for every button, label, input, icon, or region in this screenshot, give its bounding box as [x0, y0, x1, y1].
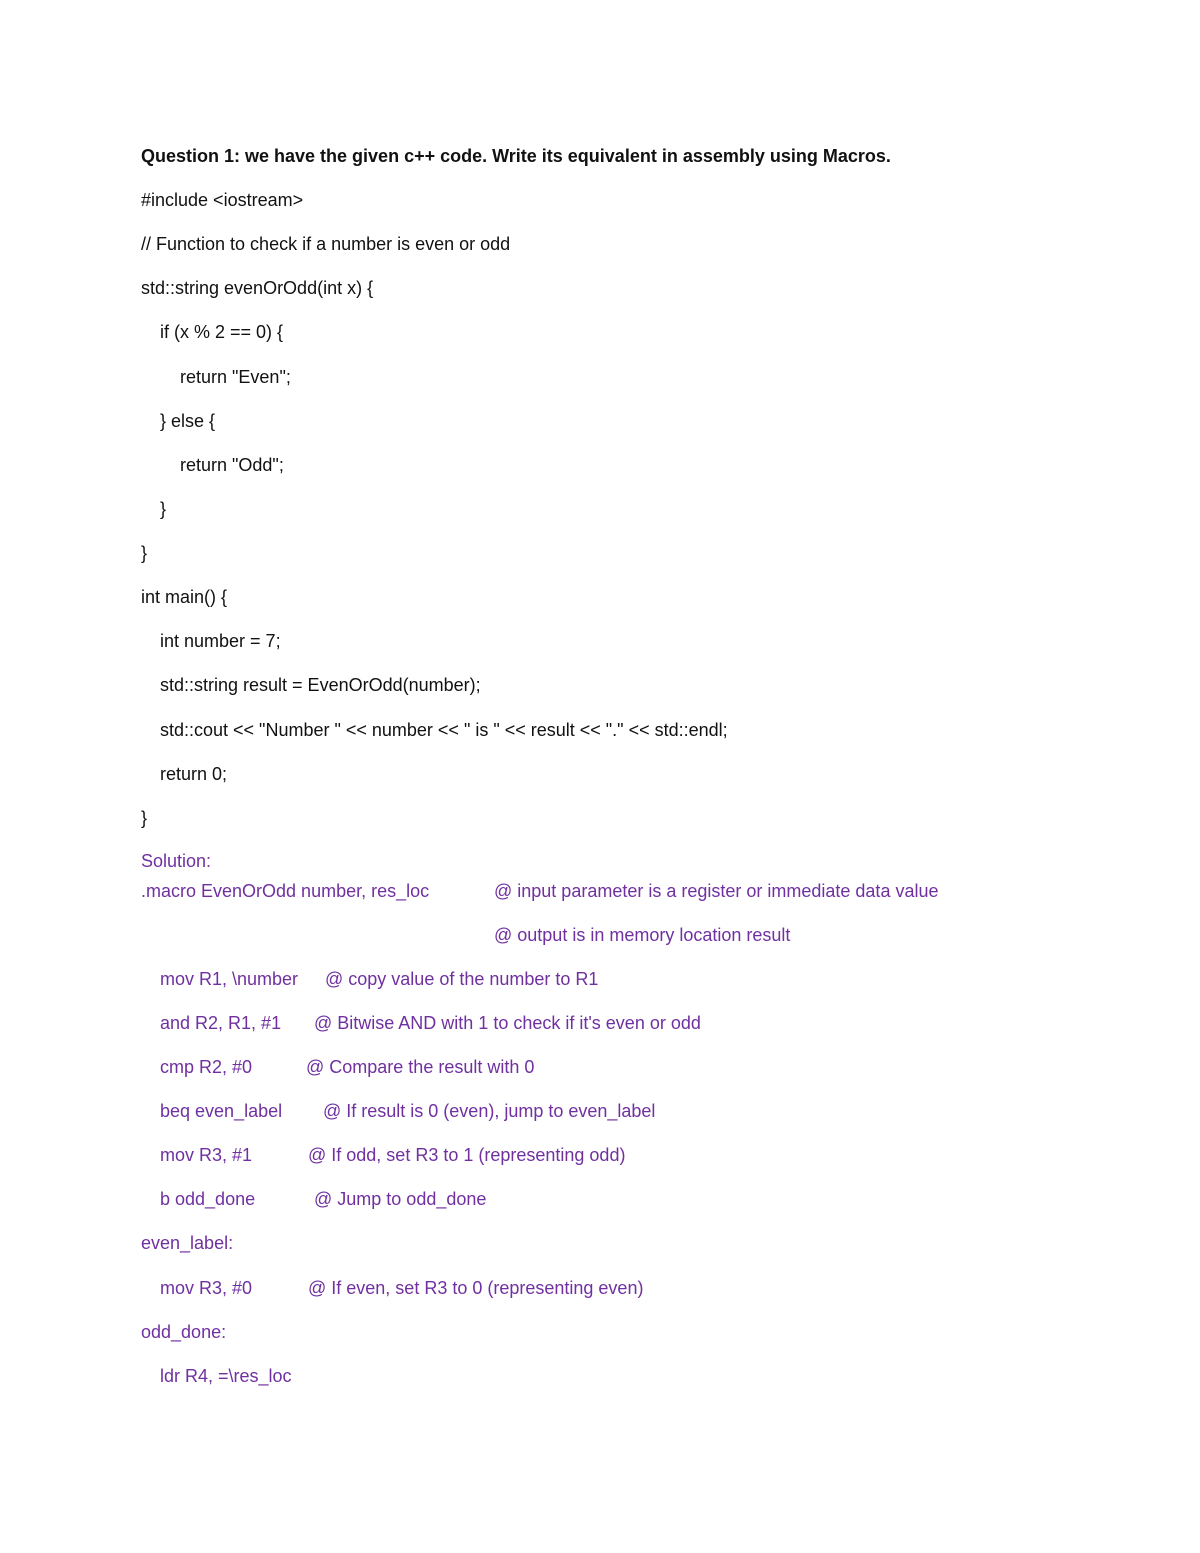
asm-and-comment: @ Bitwise AND with 1 to check if it's even or odd [314, 1013, 701, 1033]
code-line-return-zero: return 0; [160, 764, 228, 784]
code-line-close-function: } [141, 543, 148, 563]
asm-ldr-code: ldr R4, =\res_loc [160, 1366, 292, 1386]
asm-even-label: even_label: [141, 1233, 234, 1253]
asm-beq-comment: @ If result is 0 (even), jump to even_label [323, 1101, 656, 1121]
asm-mov-r3-even-comment: @ If even, set R3 to 0 (representing even) [308, 1278, 644, 1298]
code-line-return-even: return "Even"; [180, 367, 291, 387]
code-line-return-odd: return "Odd"; [180, 455, 284, 475]
code-line-result-declaration: std::string result = EvenOrOdd(number); [160, 675, 481, 695]
question-title: Question 1: we have the given c++ code. Write its equivalent in assembly using Macros. [141, 146, 891, 166]
asm-mov-r3-odd-comment: @ If odd, set R3 to 1 (representing odd) [308, 1145, 626, 1165]
code-line-if: if (x % 2 == 0) { [160, 322, 284, 342]
code-line-include: #include <iostream> [141, 190, 304, 210]
code-line-main: int main() { [141, 587, 228, 607]
code-line-close-if: } [160, 499, 167, 519]
code-line-function-signature: std::string evenOrOdd(int x) { [141, 278, 374, 298]
asm-odd-done-label: odd_done: [141, 1322, 227, 1342]
asm-cmp-code: cmp R2, #0 [160, 1057, 253, 1077]
asm-mov-r3-even-code: mov R3, #0 [160, 1278, 253, 1298]
asm-branch-comment: @ Jump to odd_done [314, 1189, 487, 1209]
asm-beq-code: beq even_label [160, 1101, 283, 1121]
code-line-close-main: } [141, 808, 148, 828]
asm-cmp-comment: @ Compare the result with 0 [306, 1057, 535, 1077]
asm-mov-r3-odd-code: mov R3, #1 [160, 1145, 253, 1165]
solution-heading: Solution: [141, 851, 212, 871]
asm-macro-comment-input: @ input parameter is a register or immediate data value [494, 881, 939, 901]
asm-and-code: and R2, R1, #1 [160, 1013, 282, 1033]
code-line-cout: std::cout << "Number " << number << " is " << result << "." << std::endl; [160, 720, 728, 740]
asm-branch-code: b odd_done [160, 1189, 256, 1209]
code-line-comment: // Function to check if a number is even or odd [141, 234, 511, 254]
code-line-else: } else { [160, 411, 216, 431]
asm-mov-r1-comment: @ copy value of the number to R1 [325, 969, 599, 989]
asm-macro-comment-output: @ output is in memory location result [494, 925, 791, 945]
code-line-number-declaration: int number = 7; [160, 631, 281, 651]
asm-macro-code: .macro EvenOrOdd number, res_loc [141, 881, 430, 901]
asm-mov-r1-code: mov R1, \number [160, 969, 299, 989]
